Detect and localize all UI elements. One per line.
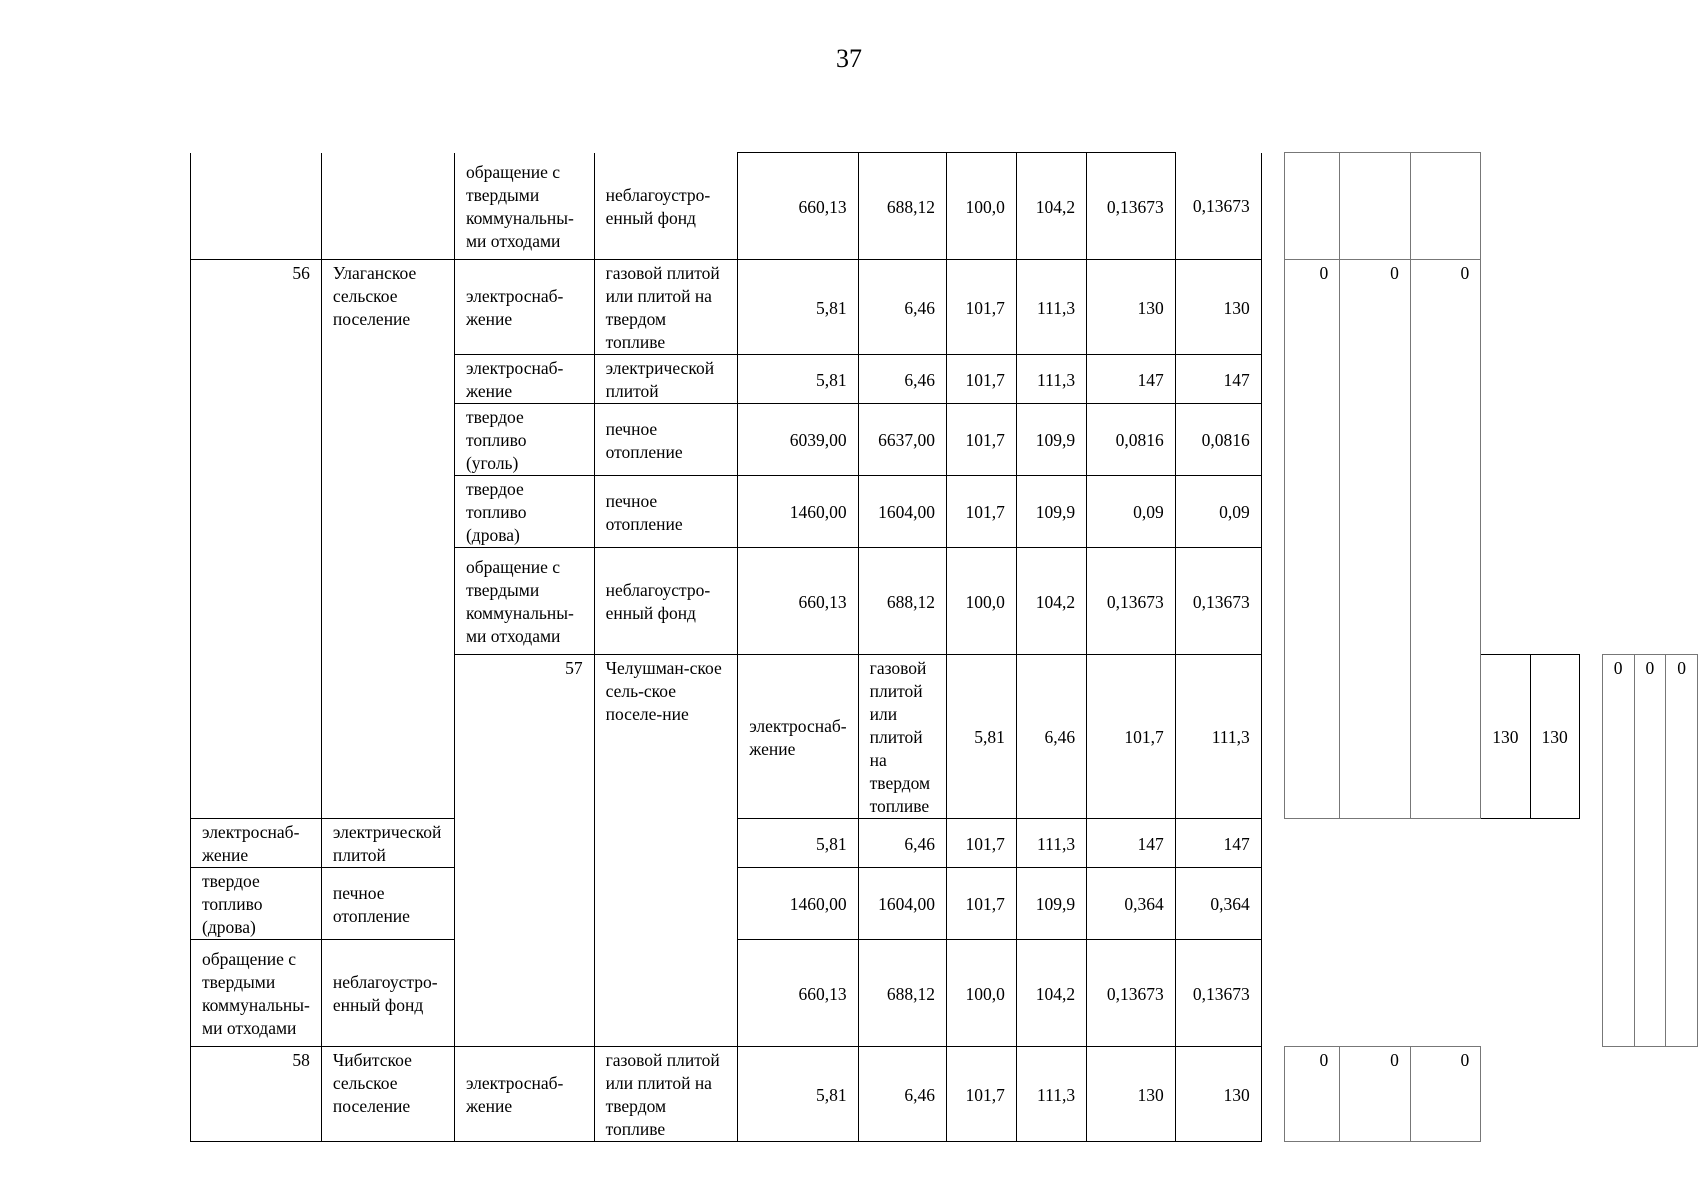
value-3-cell: 101,7: [947, 476, 1017, 548]
value-1-cell: 660,13: [738, 548, 858, 655]
category-cell: газовой плитой или плитой на твердом топливе: [594, 1047, 738, 1142]
value-5-cell: 147: [1087, 355, 1176, 404]
category-cell: неблагоустро-енный фонд: [594, 153, 738, 260]
table-row: [191, 260, 1698, 355]
category-cell: электрической плитой: [321, 819, 454, 868]
extra-1-cell: 0: [1284, 1047, 1339, 1142]
value-6-cell: 130: [1175, 260, 1261, 355]
value-4-cell: 111,3: [1175, 655, 1261, 819]
value-1-cell: 5,81: [738, 260, 858, 355]
extra-3-cell: 0: [1410, 260, 1480, 819]
row-number-cell: [191, 153, 322, 260]
value-5-cell: 147: [1087, 819, 1176, 868]
value-1-cell: 6039,00: [738, 404, 858, 476]
value-5-cell: 130: [1481, 655, 1530, 819]
value-4-cell: 109,9: [1016, 476, 1086, 548]
value-6-cell: 147: [1175, 819, 1261, 868]
table-row: [191, 819, 1698, 868]
extra-2-cell: 0: [1340, 1047, 1411, 1142]
value-3-cell: 101,7: [947, 260, 1017, 355]
value-6-cell: 147: [1175, 355, 1261, 404]
category-cell: электрической плитой: [594, 355, 738, 404]
value-1-cell: 5,81: [947, 655, 1017, 819]
value-2-cell: 1604,00: [858, 868, 946, 940]
value-6-cell: 130: [1175, 1047, 1261, 1142]
value-3-cell: 100,0: [947, 153, 1017, 260]
value-4-cell: 111,3: [1016, 819, 1086, 868]
value-5-cell: 0,364: [1087, 868, 1176, 940]
value-3-cell: 100,0: [947, 548, 1017, 655]
value-6-cell: 0,13673: [1175, 548, 1261, 655]
value-1-cell: 1460,00: [738, 868, 858, 940]
value-5-cell: 130: [1087, 260, 1176, 355]
value-4-cell: 109,9: [1016, 868, 1086, 940]
service-cell: электроснаб-жение: [738, 655, 858, 819]
value-6-cell: 0,13673: [1175, 940, 1261, 1047]
row-number-cell: 56: [191, 260, 322, 819]
extra-1-cell: 0: [1602, 655, 1634, 1047]
value-6-cell: 0,364: [1175, 868, 1261, 940]
service-cell: электроснаб-жение: [454, 260, 594, 355]
value-5-cell: 130: [1087, 1047, 1176, 1142]
value-2-cell: 6,46: [858, 819, 946, 868]
value-5-cell: 0,0816: [1087, 404, 1176, 476]
settlement-name-cell: Чибитское сельское поселение: [321, 1047, 454, 1142]
extra-1-cell: 0: [1284, 260, 1339, 819]
table-row: [191, 1047, 1698, 1142]
value-6-cell: 0,09: [1175, 476, 1261, 548]
value-2-cell: 6,46: [858, 260, 946, 355]
service-cell: твердое топливо (дрова): [454, 476, 594, 548]
value-1-cell: 5,81: [738, 819, 858, 868]
value-2-cell: 6,46: [1016, 655, 1086, 819]
value-2-cell: 6,46: [858, 355, 946, 404]
value-2-cell: 688,12: [858, 548, 946, 655]
service-cell: твердое топливо (уголь): [454, 404, 594, 476]
value-3-cell: 101,7: [947, 404, 1017, 476]
value-2-cell: 6637,00: [858, 404, 946, 476]
value-4-cell: 104,2: [1016, 153, 1086, 260]
category-cell: неблагоустро-енный фонд: [321, 940, 454, 1047]
value-5-cell: 0,13673: [1087, 940, 1176, 1047]
value-3-cell: 101,7: [947, 1047, 1017, 1142]
extra-3-cell: 0: [1410, 1047, 1480, 1142]
service-cell: твердое топливо (дрова): [191, 868, 322, 940]
value-4-cell: 111,3: [1016, 1047, 1086, 1142]
service-cell: электроснаб-жение: [454, 355, 594, 404]
value-5-cell: 0,13673: [1087, 548, 1176, 655]
value-2-cell: 6,46: [858, 1047, 946, 1142]
value-6-cell: 130: [1530, 655, 1579, 819]
value-4-cell: 104,2: [1016, 548, 1086, 655]
tariff-table: [190, 152, 1698, 1142]
extra-3-cell: 0: [1666, 655, 1698, 1047]
value-1-cell: 5,81: [738, 355, 858, 404]
service-cell: обращение с твердыми коммунальны-ми отходами: [191, 940, 322, 1047]
value-2-cell: 688,12: [858, 153, 946, 260]
value-5-cell: 0,13673: [1087, 153, 1176, 260]
category-cell: печное отопление: [594, 476, 738, 548]
extra-2-cell: 0: [1340, 260, 1411, 819]
value-5-cell: 0,09: [1087, 476, 1176, 548]
value-3-cell: 101,7: [1087, 655, 1176, 819]
service-cell: электроснаб-жение: [191, 819, 322, 868]
category-cell: печное отопление: [594, 404, 738, 476]
value-2-cell: 1604,00: [858, 476, 946, 548]
table-row: [191, 940, 1698, 1047]
service-cell: обращение с твердыми коммунальны-ми отходами: [454, 548, 594, 655]
value-1-cell: 660,13: [738, 940, 858, 1047]
page-number: 37: [836, 44, 862, 73]
value-3-cell: 100,0: [947, 940, 1017, 1047]
row-number-cell: 58: [191, 1047, 322, 1142]
extra-2-cell: 0: [1634, 655, 1666, 1047]
row-number-cell: 57: [454, 655, 594, 1047]
extra-1-cell: [1284, 153, 1339, 260]
value-4-cell: 104,2: [1016, 940, 1086, 1047]
table-row: [191, 868, 1698, 940]
value-6-cell: 0,0816: [1175, 404, 1261, 476]
value-3-cell: 101,7: [947, 868, 1017, 940]
service-cell: обращение с твердыми коммунальны-ми отходами: [454, 153, 594, 260]
value-6-cell: 0,13673: [1175, 153, 1261, 260]
value-2-cell: 688,12: [858, 940, 946, 1047]
value-1-cell: 5,81: [738, 1047, 858, 1142]
value-3-cell: 101,7: [947, 819, 1017, 868]
category-cell: неблагоустро-енный фонд: [594, 548, 738, 655]
value-1-cell: 1460,00: [738, 476, 858, 548]
settlement-name-cell: [321, 153, 454, 260]
service-cell: электроснаб-жение: [454, 1047, 594, 1142]
category-cell: газовой плитой или плитой на твердом топливе: [594, 260, 738, 355]
category-cell: газовой плитой или плитой на твердом топливе: [858, 655, 946, 819]
extra-3-cell: [1410, 153, 1480, 260]
value-4-cell: 111,3: [1016, 260, 1086, 355]
category-cell: печное отопление: [321, 868, 454, 940]
value-1-cell: 660,13: [738, 153, 858, 260]
extra-2-cell: [1340, 153, 1411, 260]
settlement-name-cell: Улаганское сельское поселение: [321, 260, 454, 819]
settlement-name-cell: Челушман-ское сель-ское поселе-ние: [594, 655, 738, 1047]
value-4-cell: 109,9: [1016, 404, 1086, 476]
value-3-cell: 101,7: [947, 355, 1017, 404]
value-4-cell: 111,3: [1016, 355, 1086, 404]
table-row: [191, 153, 1698, 260]
